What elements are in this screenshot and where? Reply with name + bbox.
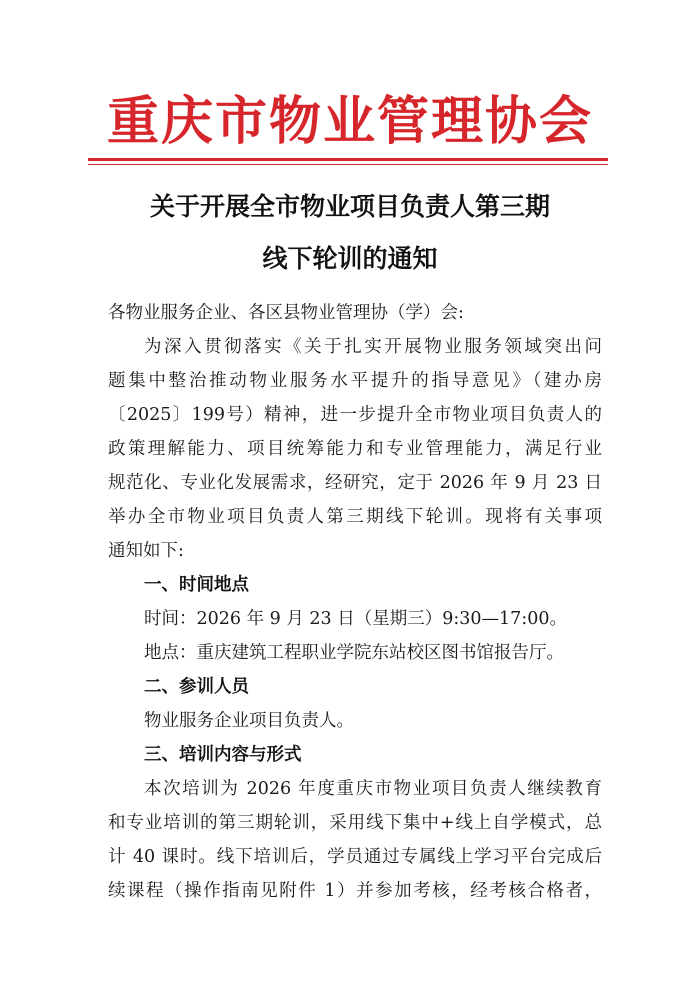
notice-title-line-2: 线下轮训的通知 xyxy=(262,244,438,273)
section-line-time: 时间：2026 年 9 月 23 日（星期三）9:30—17:00。 xyxy=(144,609,567,629)
section-line-participants: 物业服务企业项目负责人。 xyxy=(144,711,354,731)
org-letterhead-title: 重庆市物业管理协会 xyxy=(106,92,593,152)
letterhead-rule-thick xyxy=(88,158,608,161)
notice-title-line-1: 关于开展全市物业项目负责人第三期 xyxy=(149,192,550,221)
letterhead-rule-thin xyxy=(88,164,608,165)
section-heading-time-place: 一、时间地点 xyxy=(144,575,249,595)
section-line-content: 续课程（操作指南见附件 1）并参加考核，经考核合格者， xyxy=(108,881,602,901)
intro-line: 为深入贯彻落实《关于扎实开展物业服务领域突出问 xyxy=(144,337,602,357)
section-line-place: 地点：重庆建筑工程职业学院东站校区图书馆报告厅。 xyxy=(144,643,564,663)
section-line-content: 计 40 课时。线下培训后，学员通过专属线上学习平台完成后 xyxy=(108,847,602,867)
intro-line: 举办全市物业项目负责人第三期线下轮训。现将有关事项 xyxy=(108,507,602,527)
intro-line: 〔2025〕199号）精神，进一步提升全市物业项目负责人的 xyxy=(108,405,602,425)
section-heading-participants: 二、参训人员 xyxy=(144,677,249,697)
intro-line: 通知如下: xyxy=(108,541,184,561)
intro-line: 政策理解能力、项目统筹能力和专业管理能力，满足行业 xyxy=(108,439,602,459)
section-line-content: 本次培训为 2026 年度重庆市物业项目负责人继续教育 xyxy=(144,779,602,799)
section-heading-content-format: 三、培训内容与形式 xyxy=(144,745,302,765)
intro-line: 规范化、专业化发展需求，经研究，定于 2026 年 9 月 23 日 xyxy=(108,473,602,493)
salutation: 各物业服务企业、各区县物业管理协（学）会: xyxy=(108,303,464,323)
intro-line: 题集中整治推动物业服务水平提升的指导意见》（建办房 xyxy=(108,371,602,391)
section-line-content: 和专业培训的第三期轮训，采用线下集中+线上自学模式，总 xyxy=(108,813,602,833)
